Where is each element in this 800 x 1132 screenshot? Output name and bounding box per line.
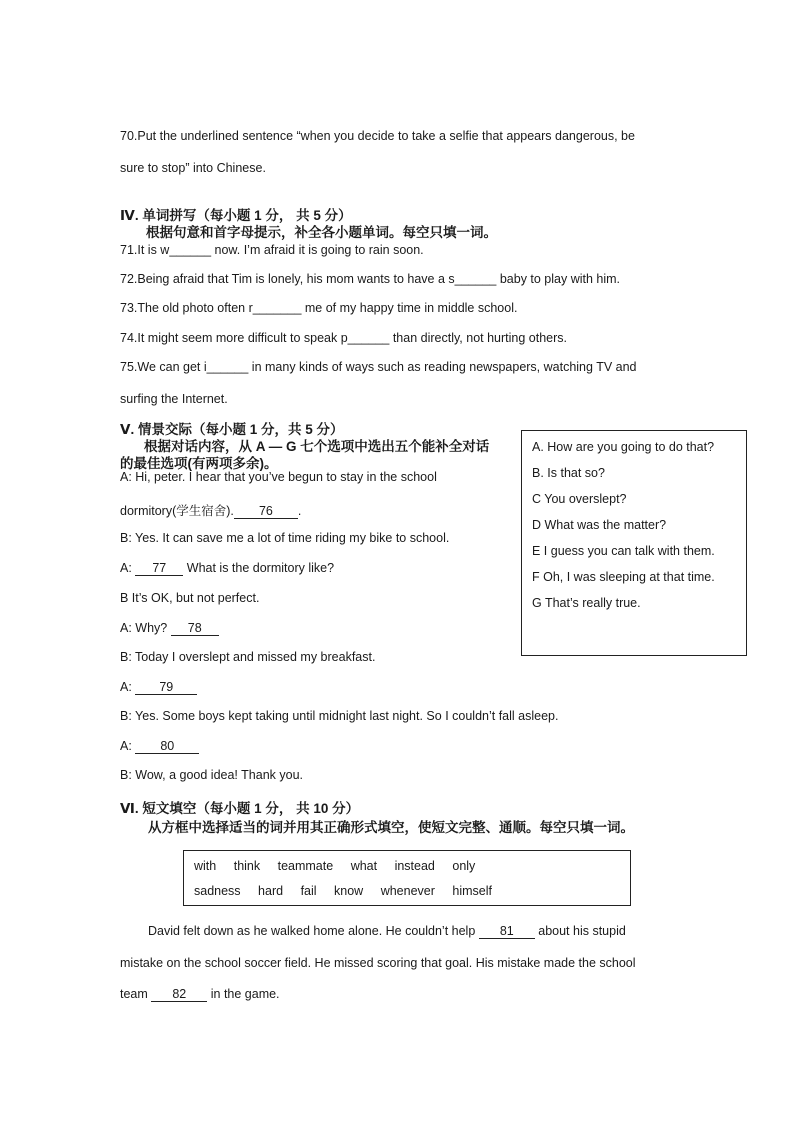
option-a: A. How are you going to do that? xyxy=(532,440,715,454)
option-e: E I guess you can talk with them. xyxy=(532,544,715,558)
passage-text: in the game. xyxy=(207,987,280,1001)
word-bank-box xyxy=(183,850,631,906)
dialogue-line-7: B: Today I overslept and missed my breakfast. xyxy=(120,650,376,664)
dialogue-line-4 xyxy=(120,561,334,576)
dialogue-text: dormitory(学生宿舍). xyxy=(120,504,234,518)
word-bank-word: hard xyxy=(258,884,284,898)
word-bank-row-2 xyxy=(194,884,506,898)
word-bank-row-1 xyxy=(194,859,489,873)
word-bank-word: teammate xyxy=(277,859,334,873)
dialogue-text: What is the dormitory like? xyxy=(183,561,335,575)
option-c: C You overslept? xyxy=(532,492,627,506)
question-72: 72.Being afraid that Tim is lonely, his mom wants to have a s______ baby to play with him. xyxy=(120,272,621,286)
section5-title: Ⅴ. 情景交际（每小题 1 分，共 5 分） xyxy=(120,422,344,437)
question-74: 74.It might seem more difficult to speak p______ than directly, not hurting others. xyxy=(120,331,568,345)
question-75-line1: 75.We can get i______ in many kinds of ways such as reading newspapers, watching TV and xyxy=(120,360,637,374)
passage-text: David felt down as he walked home alone. He couldn’t help xyxy=(148,924,479,938)
section4-title: Ⅳ. 单词拼写（每小题 1 分， 共 5 分） xyxy=(120,208,352,223)
word-bank-word: fail xyxy=(300,884,317,898)
dialogue-line-5: B It’s OK, but not perfect. xyxy=(120,591,260,605)
blank-78[interactable]: 78 xyxy=(171,621,219,636)
dialogue-line-2: dormitory(学生宿舍). 76 . xyxy=(120,504,302,518)
dialogue-line-3: B: Yes. It can save me a lot of time riding my bike to school. xyxy=(120,531,450,545)
q70-line2: sure to stop” into Chinese. xyxy=(120,161,266,175)
word-bank-word: instead xyxy=(394,859,435,873)
dialogue-line-8 xyxy=(120,680,197,695)
option-b: B. Is that so? xyxy=(532,466,605,480)
word-bank-word: only xyxy=(452,859,476,873)
word-bank-word: with xyxy=(194,859,217,873)
dialogue-line-6 xyxy=(120,621,219,636)
passage-line-3 xyxy=(120,987,280,1002)
dialogue-line-10 xyxy=(120,739,199,754)
blank-76[interactable]: 76 xyxy=(234,504,298,519)
blank-81[interactable]: 81 xyxy=(479,924,535,939)
section5-instruction-1: 根据对话内容，从 A — G 七个选项中选出五个能补全对话 xyxy=(144,439,490,454)
blank-82[interactable]: 82 xyxy=(151,987,207,1002)
option-g: G That’s really true. xyxy=(532,596,641,610)
word-bank-word: himself xyxy=(452,884,492,898)
blank-77[interactable]: 77 xyxy=(135,561,183,576)
word-bank-word: what xyxy=(350,859,378,873)
section6-instruction: 从方框中选择适当的词并用其正确形式填空，使短文完整、通顺。每空只填一词。 xyxy=(148,820,634,835)
dialogue-text: A: Why? xyxy=(120,621,171,635)
dialogue-text: A: xyxy=(120,680,136,694)
word-bank-word: think xyxy=(233,859,261,873)
question-73: 73.The old photo often r_______ me of my happy time in middle school. xyxy=(120,301,518,315)
q70-line1: 70.Put the underlined sentence “when you decide to take a selfie that appears dangerous, be xyxy=(120,129,635,143)
option-d: D What was the matter? xyxy=(532,518,667,532)
word-bank-word: whenever xyxy=(380,884,435,898)
option-f: F Oh, I was sleeping at that time. xyxy=(532,570,715,584)
blank-80[interactable]: 80 xyxy=(135,739,199,754)
options-box xyxy=(521,430,747,656)
blank-79[interactable]: 79 xyxy=(135,680,197,695)
dialogue-text: A: xyxy=(120,561,136,575)
question-75-line2: surfing the Internet. xyxy=(120,392,228,406)
dialogue-text: A: xyxy=(120,739,136,753)
section6-title: Ⅵ. 短文填空（每小题 1 分， 共 10 分） xyxy=(120,801,360,816)
dialogue-line-9: B: Yes. Some boys kept taking until midnight last night. So I couldn’t fall asleep. xyxy=(120,709,559,723)
question-71: 71.It is w______ now. I’m afraid it is going to rain soon. xyxy=(120,243,424,257)
passage-line-2: mistake on the school soccer field. He missed scoring that goal. His mistake made the school xyxy=(120,956,636,970)
dialogue-line-11: B: Wow, a good idea! Thank you. xyxy=(120,768,303,782)
passage-text: team xyxy=(120,987,152,1001)
passage-line-1 xyxy=(148,924,626,939)
section4-instruction: 根据句意和首字母提示，补全各小题单词。每空只填一词。 xyxy=(146,225,497,240)
dialogue-line-1: A: Hi, peter. I hear that you’ve begun to stay in the school xyxy=(120,470,437,484)
word-bank-word: sadness xyxy=(194,884,241,898)
passage-text: about his stupid xyxy=(534,924,626,938)
word-bank-word: know xyxy=(334,884,364,898)
section5-instruction-2: 的最佳选项(有两项多余)。 xyxy=(120,456,278,471)
